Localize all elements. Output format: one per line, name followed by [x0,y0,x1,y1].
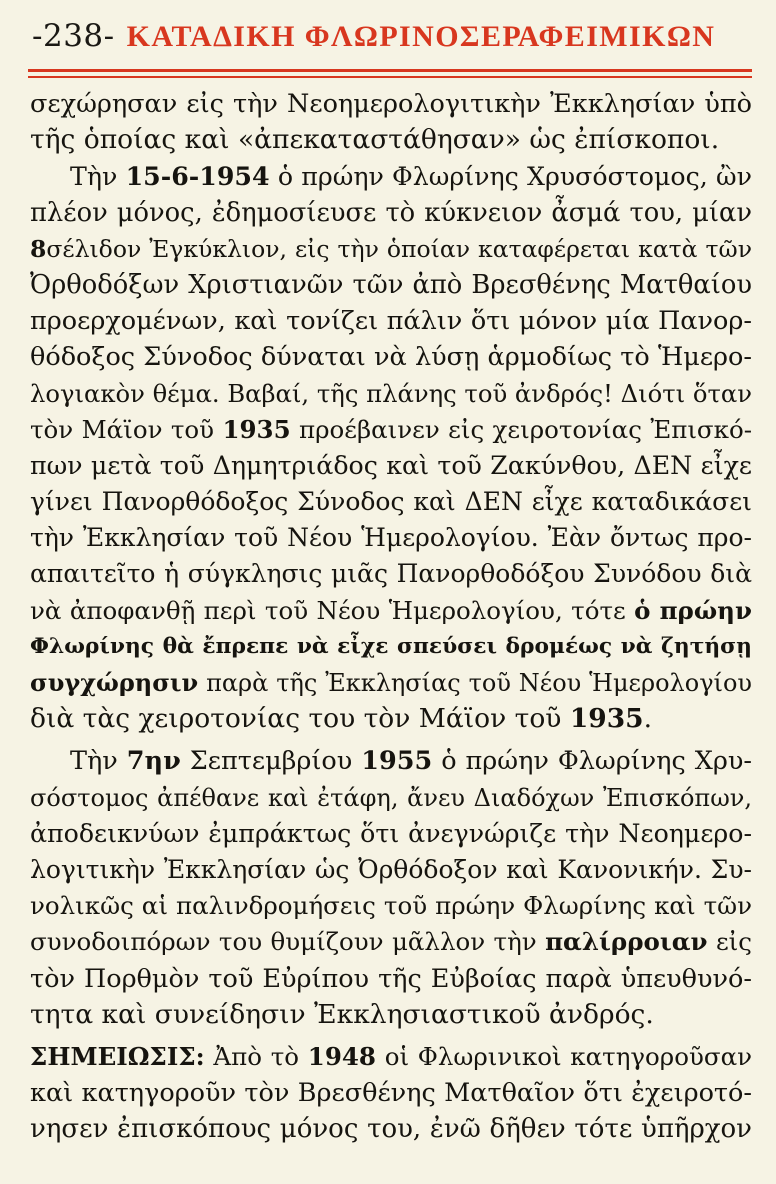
bold-text-segment: 8 [30,234,47,263]
text-line [30,556,752,592]
text-line [30,1039,752,1075]
text-line [30,1075,752,1111]
text-segment: Σεπτεμβρίου [180,746,362,777]
text-segment: παρὰ τῆς Ἐκκλησίας τοῦ Νέου Ἡμερολογίου [198,669,752,697]
text-segment: πων μετὰ τοῦ Δημητριάδος καὶ τοῦ Ζακύνθου, ΔΕΝ εἶχε [30,450,752,480]
text-line [30,780,752,816]
bold-text-segment: ὁ πρώην [634,595,752,625]
text-segment: διὰ τὰς χειροτονίας του τὸν Μάϊον τοῦ [30,703,570,735]
body-text [30,86,752,1147]
page-header [32,18,752,64]
text-segment: Τὴν [70,746,127,777]
text-segment: απαιτεῖτο ἡ σύγκλησις μιᾶς Πανορθοδόξου Συνόδου διὰ [30,559,752,589]
text-line [30,231,752,267]
text-segment: οἱ Φλωρινικοὶ κατηγοροῦσαν [375,1041,753,1071]
text-line [30,629,752,665]
text-line [30,701,752,737]
text-segment: σέλιδον Ἐγκύκλιον, εἰς τὴν ὁποίαν καταφέρεται κατὰ τῶν [46,234,752,263]
bold-text-segment: Φλωρίνης θὰ ἔπρεπε νὰ εἶχε σπεύσει δρομέως νὰ ζητήσῃ [30,633,752,659]
bold-text-segment: 7ην [126,746,181,777]
text-line [30,376,752,412]
text-line [30,743,752,779]
text-line [30,593,752,629]
text-segment: Τὴν [70,162,126,192]
text-line [30,195,752,231]
text-line [30,1111,752,1147]
text-line [30,158,752,194]
text-segment: νολικῶς αἱ παλινδρομήσεις τοῦ πρώην Φλωρίνης καὶ τῶν [30,891,752,921]
text-segment: λογιτικὴν Ἐκκλησίαν ὡς Ὀρθόδοξον καὶ Κανονικήν. Συ- [30,854,752,884]
text-line [30,339,752,375]
running-title: ΚΑΤΑΔΙΚΗ ΦΛΩΡΙΝΟΣΕΡΑΦΕΙΜΙΚΩΝ [126,20,716,53]
text-segment: ἀποδεικνύων ἐμπράκτως ὅτι ἀνεγνώριζε τὴν Νεοημερο- [30,818,752,848]
bold-text-segment: 1935 [222,414,291,444]
bold-text-segment: ΣΗΜΕΙΩΣΙΣ: [30,1041,205,1071]
text-line [30,961,752,997]
text-line [30,852,752,888]
bold-text-segment: 15-6-1954 [125,161,270,192]
text-line [30,303,752,339]
page-number: -238- [32,18,115,54]
text-segment: εἰς [707,927,753,957]
text-segment: τῆς ὁποίας καὶ «ἀπεκαταστάθησαν» ὡς ἐπίσκοποι. [30,124,720,156]
text-segment: θόδοξος Σύνοδος δύναται νὰ λύσῃ ἁρμοδίως τὸ Ἡμερο- [30,342,752,373]
text-segment: προέβαινεν εἰς χειροτονίας Ἐπισκό- [290,414,752,444]
text-segment: ὁ πρώην Φλωρίνης Χρυσόστομος, ὢν [269,162,752,192]
text-line [30,888,752,924]
text-segment: τὴν Ἐκκλησίαν τοῦ Νέου Ἡμερολογίου. Ἐὰν ὄντως προ- [30,523,752,553]
text-segment: σόστομος ἀπέθανε καὶ ἐτάφη, ἄνευ Διαδόχων Ἐπισκόπων, [30,783,752,812]
text-segment: πλέον μόνος, ἐδημοσίευσε τὸ κύκνειον ἆσμά του, μίαν [30,197,752,228]
text-segment: λογιακὸν θέμα. Βαβαί, τῆς πλάνης τοῦ ἀνδρός! Διότι ὅταν [30,378,752,408]
text-segment: τὸν Μάϊον τοῦ [30,414,223,444]
bold-text-segment: 1935 [569,703,644,735]
text-line [30,412,752,448]
text-segment: σεχώρησαν εἰς τὴν Νεοημερολογιτικὴν Ἐκκλησίαν ὑπὸ [30,89,752,119]
bold-text-segment: 1955 [361,746,433,777]
text-segment: καὶ κατηγοροῦν τὸν Βρεσθένης Ματθαῖον ὅτι ἐχειροτό- [30,1078,752,1109]
header-rule-top [28,69,752,72]
text-line [30,448,752,484]
text-segment: Ἀπὸ τὸ [204,1041,308,1071]
text-line [30,665,752,701]
text-line [30,267,752,303]
text-segment: ὁ πρώην Φλωρίνης Χρυ- [432,746,752,777]
bold-text-segment: παλίρροιαν [545,927,708,957]
header-rule-bottom [28,76,752,78]
text-line [30,924,752,960]
text-segment: . [643,703,653,735]
text-line [30,484,752,520]
text-segment: Ὀρθοδόξων Χριστιανῶν τῶν ἀπὸ Βρεσθένης Ματθαίου [30,269,752,300]
text-segment: προερχομένων, καὶ τονίζει πάλιν ὅτι μόνον μία Πανορ- [30,306,752,337]
text-line [30,122,752,158]
text-segment: νησεν ἐπισκόπους μόνος του, ἐνῶ δῆθεν τότε ὑπῆρχον [30,1114,752,1145]
text-segment: νὰ ἀποφανθῇ περὶ τοῦ Νέου Ἡμερολογίου, τότε [30,595,635,625]
text-line [30,816,752,852]
text-line [30,520,752,556]
bold-text-segment: 1948 [307,1041,376,1071]
text-line [30,86,752,122]
text-segment: γίνει Πανορθόδοξος Σύνοδος καὶ ΔΕΝ εἶχε καταδικάσει [30,487,752,517]
text-line [30,997,752,1033]
text-segment: τητα καὶ συνείδησιν Ἐκκλησιαστικοῦ ἀνδρός. [30,998,654,1030]
bold-text-segment: συγχώρησιν [30,668,199,697]
text-segment: συνοδοιπόρων του θυμίζουν μᾶλλον τὴν [30,927,546,957]
text-segment: τὸν Πορθμὸν τοῦ Εὐρίπου τῆς Εὐβοίας παρὰ ὑπευθυνό- [30,963,752,994]
